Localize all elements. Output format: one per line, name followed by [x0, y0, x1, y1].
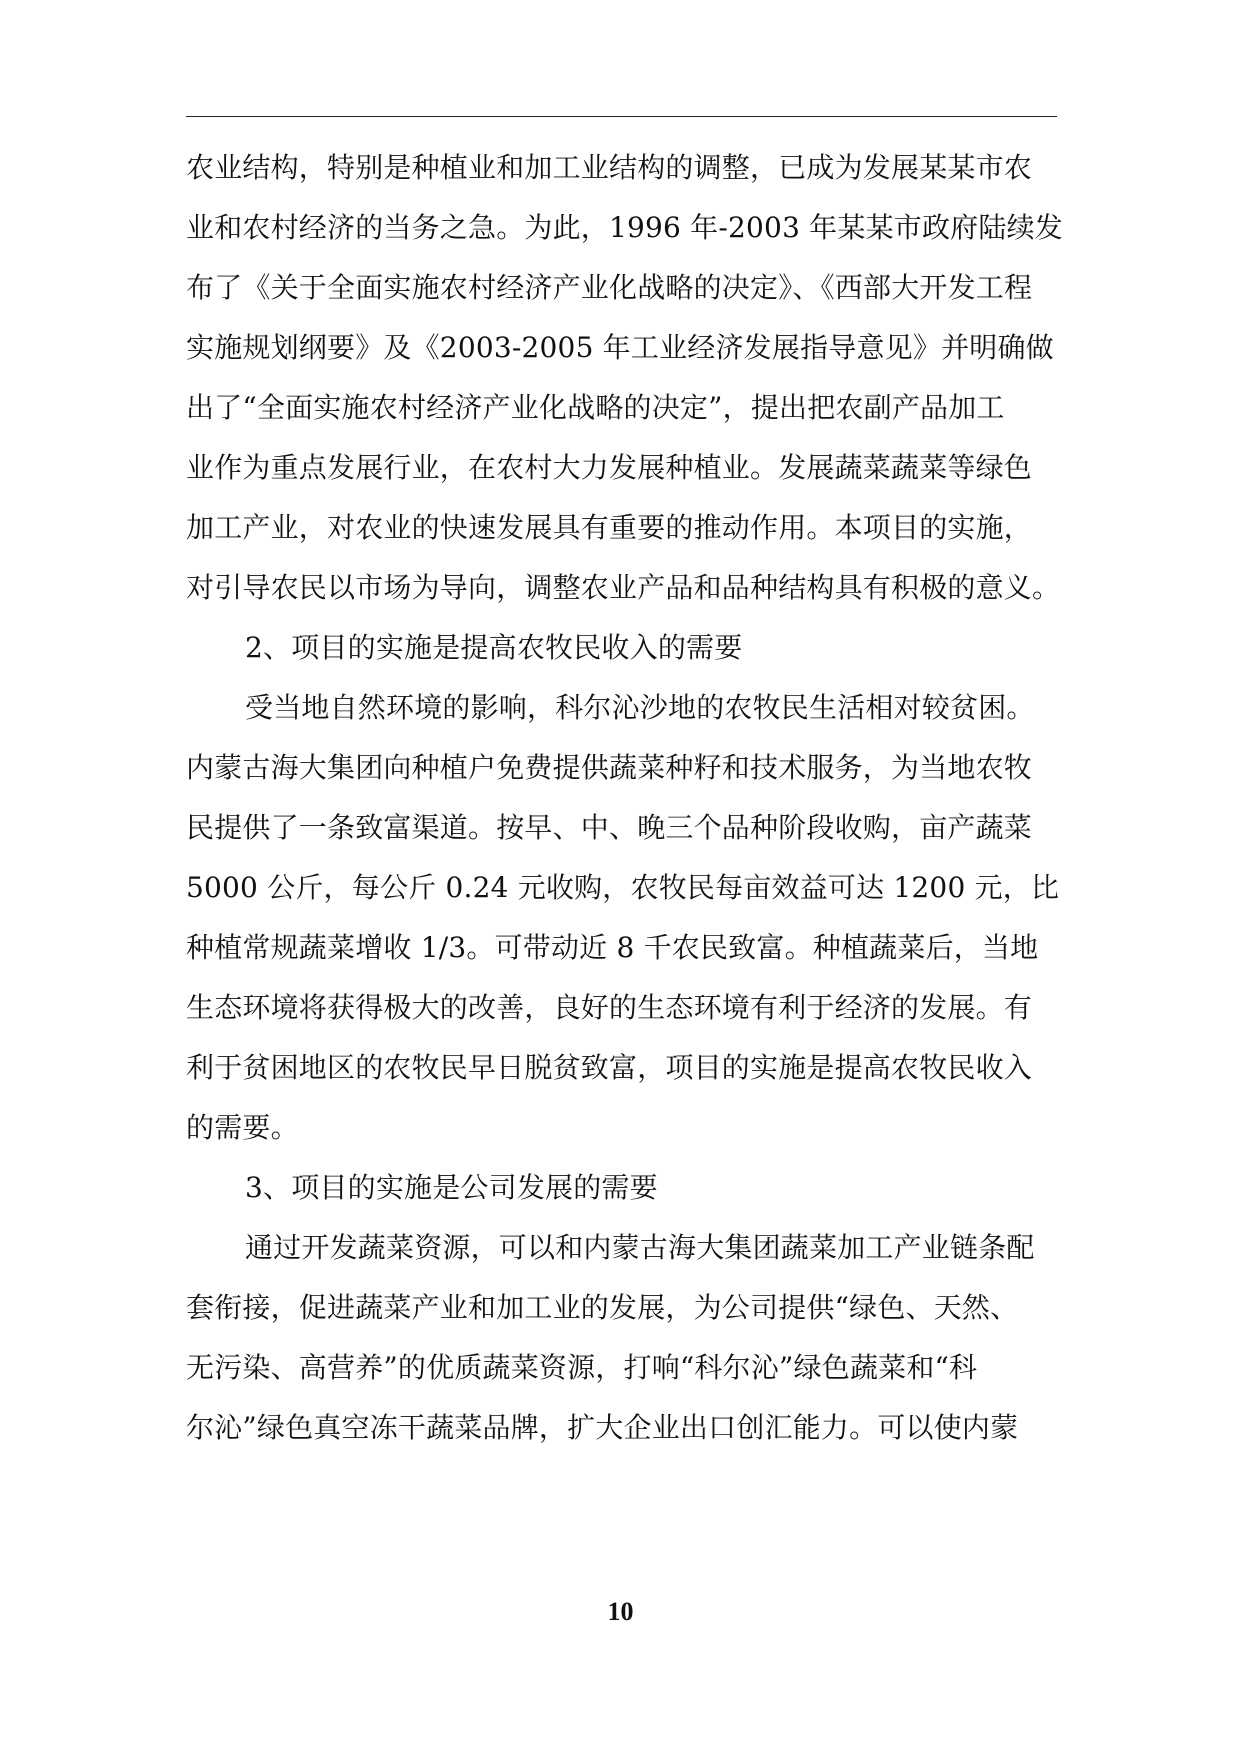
text-line: 利于贫困地区的农牧民早日脱贫致富，项目的实施是提高农牧民收入: [186, 1051, 1033, 1084]
text-line: 尔沁”绿色真空冻干蔬菜品牌，扩大企业出口创汇能力。可以使内蒙: [186, 1411, 1019, 1444]
section-heading: 2、项目的实施是提高农牧民收入的需要: [245, 631, 743, 664]
text-line: 种植常规蔬菜增收 1/3。可带动近 8 千农民致富。种植蔬菜后，当地: [186, 931, 1039, 964]
text-line: 通过开发蔬菜资源，可以和内蒙古海大集团蔬菜加工产业链条配: [245, 1231, 1035, 1264]
text-line: 内蒙古海大集团向种植户免费提供蔬菜种籽和技术服务，为当地农牧: [186, 751, 1033, 784]
text-line: 出了“全面实施农村经济产业化战略的决定”，提出把农副产品加工: [186, 391, 1005, 424]
header-rule: [186, 116, 1057, 117]
text-line: 受当地自然环境的影响，科尔沁沙地的农牧民生活相对较贫困。: [245, 691, 1035, 724]
text-line: 实施规划纲要》及《2003-2005 年工业经济发展指导意见》并明确做: [186, 331, 1054, 364]
text-line: 无污染、高营养”的优质蔬菜资源，打响“科尔沁”绿色蔬菜和“科: [186, 1351, 978, 1384]
page-number: 10: [607, 1597, 634, 1626]
text-line: 5000 公斤，每公斤 0.24 元收购，农牧民每亩效益可达 1200 元，比: [186, 871, 1060, 904]
text-line: 套衔接，促进蔬菜产业和加工业的发展，为公司提供“绿色、天然、: [186, 1291, 1019, 1324]
text-line: 民提供了一条致富渠道。按早、中、晚三个品种阶段收购，亩产蔬菜: [186, 811, 1033, 844]
text-line: 业作为重点发展行业，在农村大力发展种植业。发展蔬菜蔬菜等绿色: [186, 451, 1033, 484]
text-line: 加工产业，对农业的快速发展具有重要的推动作用。本项目的实施，: [186, 511, 1033, 544]
text-line: 的需要。: [186, 1111, 299, 1144]
text-line: 生态环境将获得极大的改善，良好的生态环境有利于经济的发展。有: [186, 991, 1033, 1024]
text-line: 业和农村经济的当务之急。为此，1996 年-2003 年某某市政府陆续发: [186, 211, 1063, 244]
section-heading: 3、项目的实施是公司发展的需要: [245, 1171, 658, 1204]
text-line: 农业结构，特别是种植业和加工业结构的调整，已成为发展某某市农: [186, 151, 1033, 184]
text-line: 对引导农民以市场为导向，调整农业产品和品种结构具有积极的意义。: [186, 571, 1061, 604]
text-line: 布了《关于全面实施农村经济产业化战略的决定》、《西部大开发工程: [186, 271, 1033, 304]
